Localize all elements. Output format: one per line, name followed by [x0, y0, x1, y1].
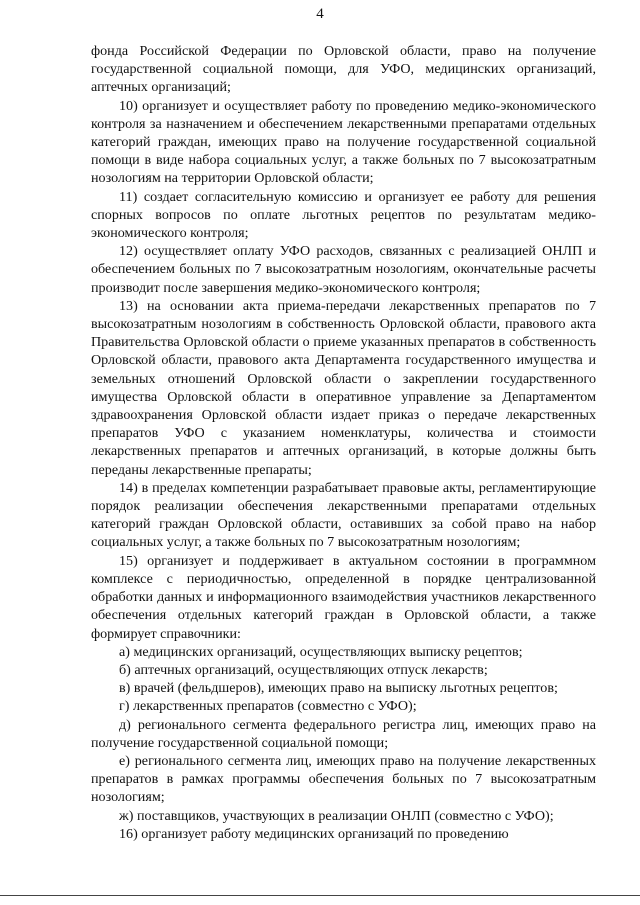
paragraph: 16) организует работу медицинских организаций по проведению — [119, 825, 509, 842]
paragraph: 10) организует и осуществляет работу по проведению медико-экономического контроля за назначением и обеспечением лекарственными препаратами отдельных категорий граждан, имеющих право на получение государственной социальной помощи в виде набора социальных услуг, а также больных по 7 высокозатратным нозологиям на территории Орловской области; — [91, 97, 596, 187]
list-item: г) лекарственных препаратов (совместно с УФО); — [119, 698, 417, 715]
list-item: ж) поставщиков, участвующих в реализации ОНЛП (совместно с УФО); — [119, 807, 554, 824]
paragraph: 15) организует и поддерживает в актуальном состоянии в программном комплексе с периодичностью, определенной в порядке централизованной обработки данных и информационного взаимодействия участников лекарственного обеспечения отдельных категорий граждан в Орловской области, а также формирует справочники: — [91, 552, 596, 642]
page-number: 4 — [316, 6, 324, 22]
document-body — [91, 42, 596, 843]
list-item: б) аптечных организаций, осуществляющих отпуск лекарств; — [119, 661, 488, 678]
list-item: е) регионального сегмента лиц, имеющих право на получение лекарственных препаратов в рамках программы обеспечения больных по 7 высокозатратным нозологиям; — [91, 752, 596, 806]
paragraph: фонда Российской Федерации по Орловской области, право на получение государственной социальной помощи, для УФО, медицинских организаций, аптечных организаций; — [91, 43, 596, 96]
list-item: д) регионального сегмента федерального регистра лиц, имеющих право на получение государственной социальной помощи; — [91, 716, 596, 751]
page-bottom-rule — [0, 895, 640, 896]
paragraph: 11) создает согласительную комиссию и организует ее работу для решения спорных вопросов по оплате льготных рецептов по результатам медико-экономического контроля; — [91, 188, 596, 242]
list-item: а) медицинских организаций, осуществляющих выписку рецептов; — [119, 643, 523, 660]
list-item: в) врачей (фельдшеров), имеющих право на выписку льготных рецептов; — [119, 680, 558, 697]
paragraph: 13) на основании акта приема-передачи лекарственных препаратов по 7 высокозатратным нозологиям в собственность Орловской области, правового акта Правительства Орловской области о приеме указанных препаратов в собственность Орловской области, правового акта Департамента государственного имущества и земельных отношений Орловской области о закреплении государственного имущества Орловской области в оперативное управление за Департаментом здравоохранения Орловской области издает приказ о передаче лекарственных препаратов УФО с указанием номенклатуры, количества и стоимости лекарственных препаратов и аптечных организаций, в которые должны быть переданы лекарственные препараты; — [91, 297, 596, 478]
paragraph: 14) в пределах компетенции разрабатывает правовые акты, регламентирующие порядок реализации обеспечения лекарственными препаратами отдельных категорий граждан Орловской области, оставивших за собой право на набор социальных услуг, а также больных по 7 высокозатратным нозологиям; — [91, 479, 596, 551]
paragraph: 12) осуществляет оплату УФО расходов, связанных с реализацией ОНЛП и обеспечением больных по 7 высокозатратным нозологиям, окончательные расчеты производит после завершения медико-экономического контроля; — [91, 243, 596, 296]
